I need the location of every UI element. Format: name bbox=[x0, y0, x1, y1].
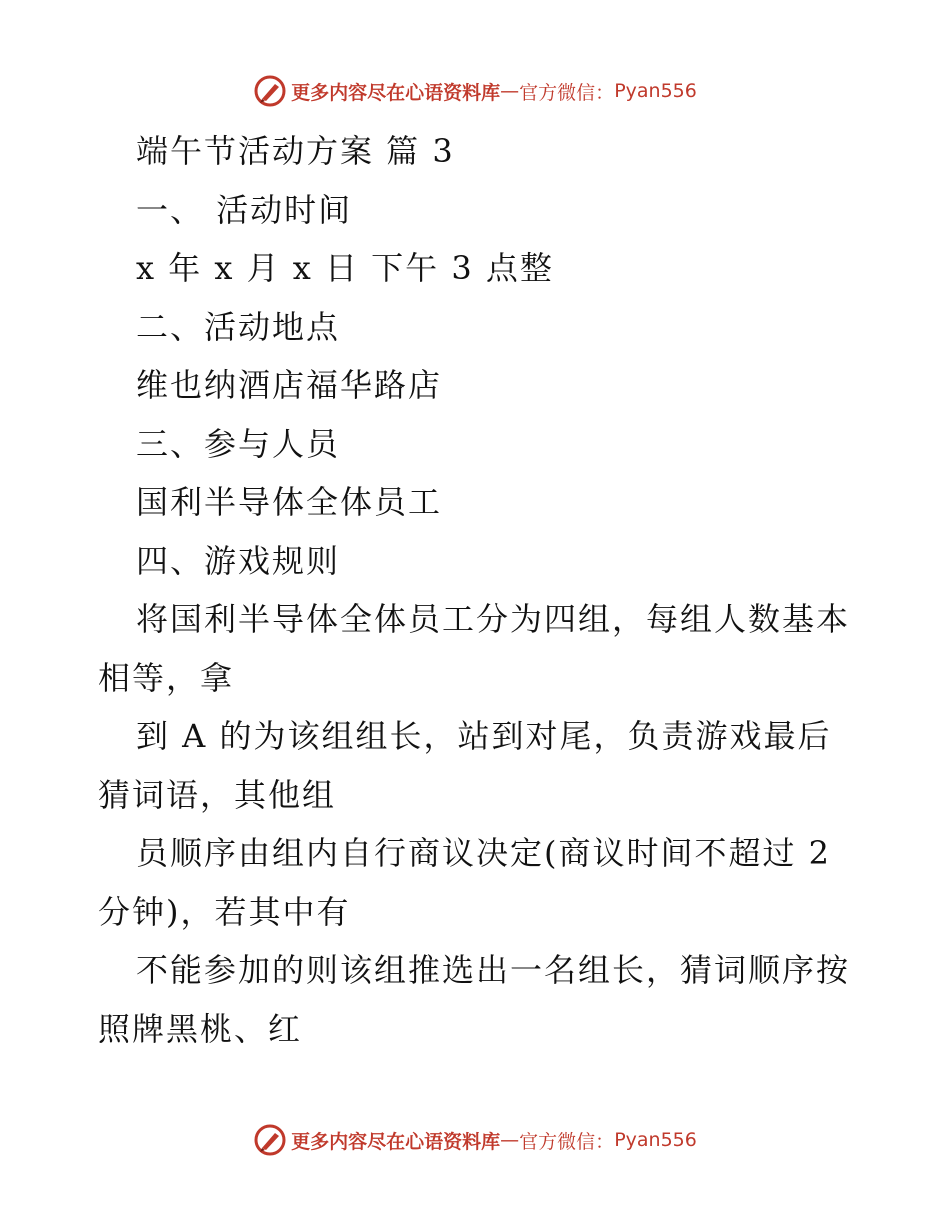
section-body-time: x 年 x 月 x 日 下午 3 点整 bbox=[136, 249, 554, 287]
section-body-location: 维也纳酒店福华路店 bbox=[136, 366, 443, 404]
watermark-wechat-label: 官方微信： bbox=[519, 81, 615, 104]
section-heading-time: 一、 活动时间 bbox=[136, 190, 353, 229]
rules-paragraph: 到 A 的为该组组长，站到对尾，负责游戏最后猜词语，其他组 bbox=[98, 717, 832, 814]
watermark-wechat-id: Pyan556 bbox=[614, 1129, 697, 1151]
section-body-participants: 国利半导体全体员工 bbox=[136, 483, 443, 521]
document-body bbox=[98, 122, 858, 1058]
section-heading-rules: 四、游戏规则 bbox=[136, 541, 341, 580]
watermark-wechat-id: Pyan556 bbox=[614, 80, 697, 102]
rules-paragraph: 不能参加的则该组推选出一名组长，猜词顺序按照牌黑桃、红 bbox=[98, 951, 851, 1048]
document-title: 端午节活动方案 篇 3 bbox=[136, 132, 455, 170]
header-watermark bbox=[0, 71, 950, 111]
pen-logo-icon bbox=[253, 1123, 287, 1157]
watermark-separator: — bbox=[500, 1129, 520, 1151]
watermark-separator: — bbox=[500, 80, 520, 102]
footer-watermark bbox=[0, 1120, 950, 1160]
section-heading-participants: 三、参与人员 bbox=[136, 424, 341, 463]
watermark-wechat-label: 官方微信： bbox=[519, 1130, 615, 1153]
pen-logo-icon bbox=[253, 74, 287, 108]
watermark-brand-text: 更多内容尽在心语资料库 bbox=[291, 81, 501, 104]
watermark-brand-text: 更多内容尽在心语资料库 bbox=[291, 1130, 501, 1153]
section-heading-location: 二、活动地点 bbox=[136, 307, 341, 346]
rules-paragraph: 将国利半导体全体员工分为四组，每组人数基本相等，拿 bbox=[98, 600, 851, 697]
rules-paragraph: 员顺序由组内自行商议决定(商议时间不超过 2 分钟)，若其中有 bbox=[98, 834, 832, 931]
